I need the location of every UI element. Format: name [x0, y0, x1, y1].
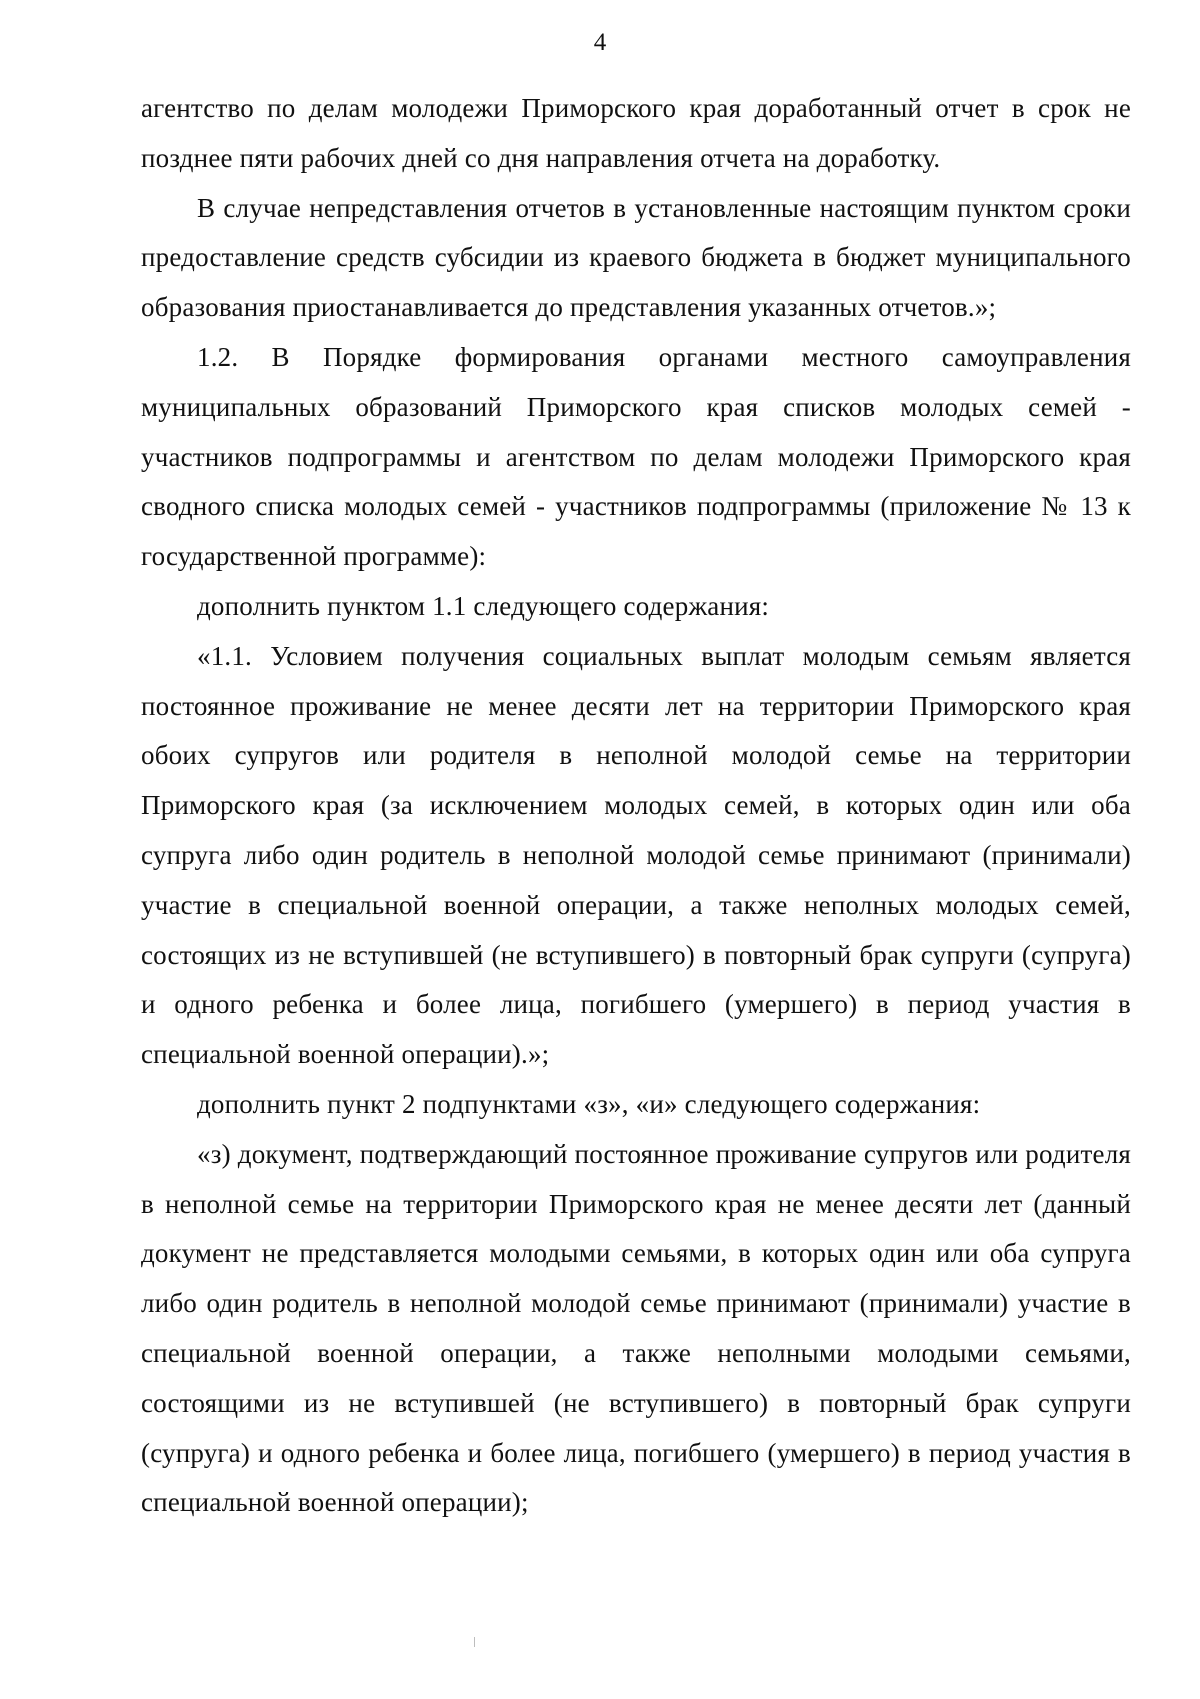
paragraph-section-1-2: 1.2. В Порядке формирования органами местного самоуправления муниципальных образований Приморского края списков молодых семей - участников подпрограммы и агентством по делам молодежи Приморского края сводного списка молодых семей - участников подпрограммы (приложение № 13 к государственной программе): — [141, 341, 1131, 572]
paragraph-add-point-1-1: дополнить пунктом 1.1 следующего содержания: — [197, 590, 770, 621]
paragraph-add-subpoints: дополнить пункт 2 подпунктами «з», «и» следующего содержания: — [197, 1088, 981, 1119]
scan-mark — [474, 1637, 475, 1647]
paragraph-subpoint-z: «з) документ, подтверждающий постоянное проживание супругов или родителя в неполной семье на территории Приморского края не менее десяти лет (данный документ не представляется молодыми семьями, в которых один или оба супруга либо один родитель в неполной молодой семье принимают (принимали) участие в специальной военной операции, а также неполными молодыми семьями, состоящими из не вступившей (не вступившего) в повторный брак супруги (супруга) и одного ребенка и более лица, погибшего (умершего) в период участия в специальной военной операции); — [141, 1138, 1131, 1518]
paragraph-continuation: агентство по делам молодежи Приморского края доработанный отчет в срок не позднее пяти рабочих дней со дня направления отчета на доработку. — [141, 93, 1131, 173]
page-number: 4 — [593, 29, 607, 56]
document-body — [141, 84, 1131, 1528]
paragraph-report-suspension: В случае непредставления отчетов в установленные настоящим пунктом сроки предоставление средств субсидии из краевого бюджета в бюджет муниципального образования приостанавливается до представления указанных отчетов.»; — [141, 192, 1131, 323]
paragraph-point-1-1: «1.1. Условием получения социальных выплат молодым семьям является постоянное проживание не менее десяти лет на территории Приморского края обоих супругов или родителя в неполной молодой семье на территории Приморского края (за исключением молодых семей, в которых один или оба супруга либо один родитель в неполной молодой семье принимают (принимали) участие в специальной военной операции, а также неполных молодых семей, состоящих из не вступившей (не вступившего) в повторный брак супруги (супруга) и одного ребенка и более лица, погибшего (умершего) в период участия в специальной военной операции).»; — [141, 640, 1131, 1070]
